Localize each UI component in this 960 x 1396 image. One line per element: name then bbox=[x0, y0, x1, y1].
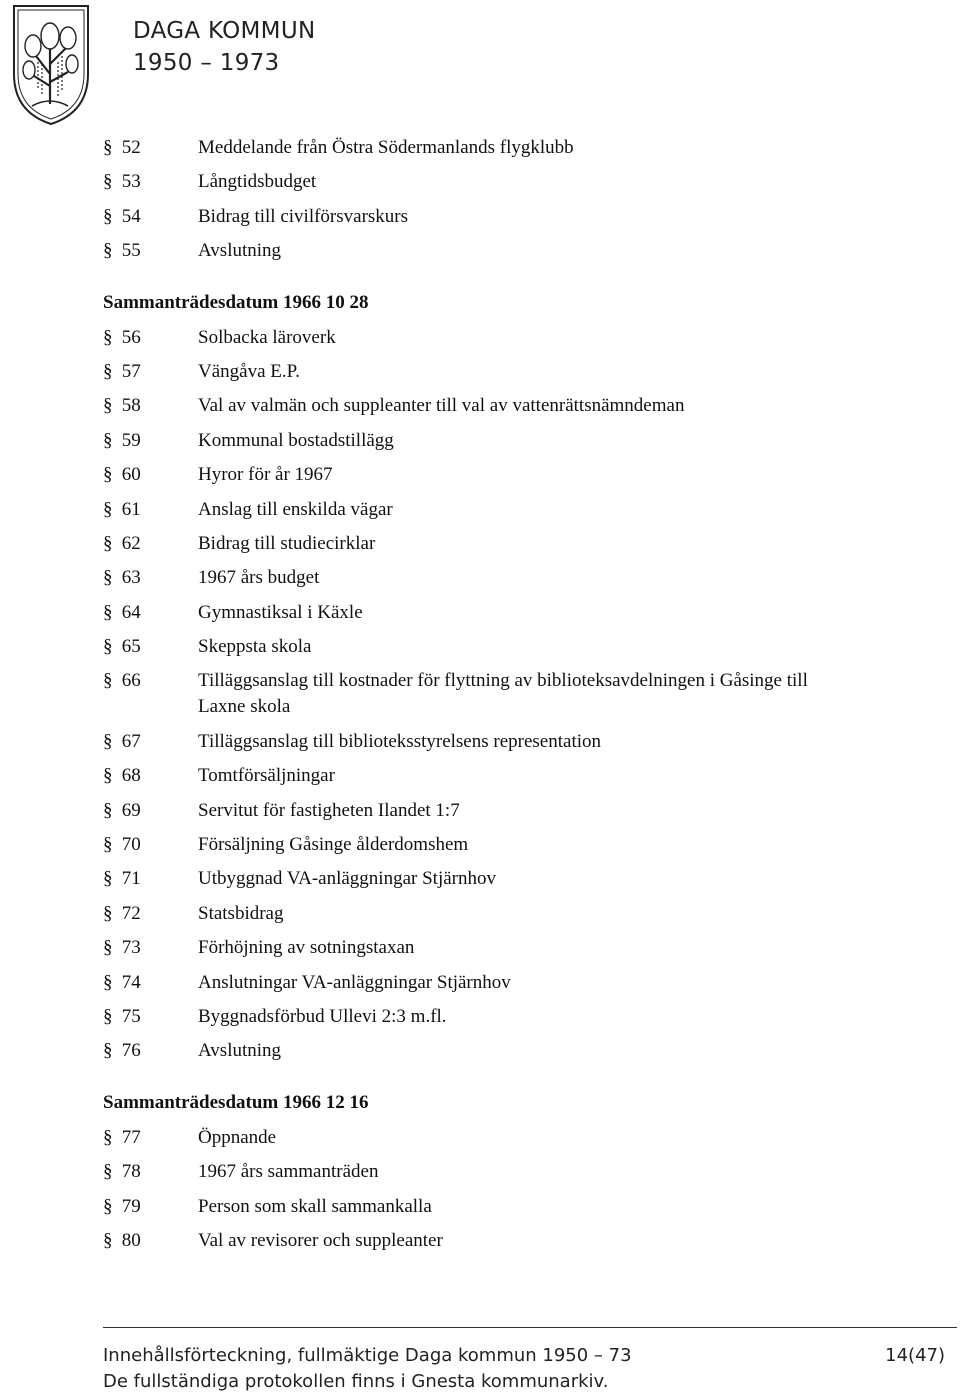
item-title-text: 1967 års sammanträden bbox=[198, 1161, 379, 1183]
footer-title: Innehållsförteckning, fullmäktige Daga kommun 1950 – 73 bbox=[103, 1345, 632, 1366]
section-num: 72 bbox=[121, 902, 141, 924]
list-item bbox=[103, 763, 883, 789]
section-symbol: § bbox=[103, 1126, 113, 1148]
section-symbol: § bbox=[103, 971, 113, 993]
section-number bbox=[103, 169, 198, 195]
item-title bbox=[198, 1004, 883, 1030]
item-title bbox=[198, 497, 883, 523]
list-item bbox=[103, 1228, 883, 1254]
footer-divider bbox=[103, 1327, 957, 1328]
item-title bbox=[198, 763, 883, 789]
item-title-text: Bidrag till civilförsvarskurs bbox=[198, 205, 409, 227]
section-num: 74 bbox=[121, 971, 141, 993]
section-number bbox=[103, 1038, 198, 1064]
section-number bbox=[103, 497, 198, 523]
item-title-continuation: Laxne skola bbox=[198, 696, 291, 718]
list-item bbox=[103, 798, 883, 824]
section-symbol: § bbox=[103, 240, 113, 262]
item-title-text: Val av revisorer och suppleanter bbox=[198, 1229, 443, 1251]
section-symbol: § bbox=[103, 205, 113, 227]
item-title-text: 1967 års budget bbox=[198, 567, 320, 589]
item-title bbox=[198, 393, 883, 419]
section-number bbox=[103, 428, 198, 454]
section-number bbox=[103, 565, 198, 591]
list-item bbox=[103, 901, 883, 927]
section-num: 78 bbox=[121, 1161, 141, 1183]
list-item bbox=[103, 935, 883, 961]
section-symbol: § bbox=[103, 464, 113, 486]
section-number bbox=[103, 668, 198, 694]
item-title bbox=[198, 1038, 883, 1064]
section-number bbox=[103, 600, 198, 626]
item-title bbox=[198, 668, 883, 720]
item-title bbox=[198, 970, 883, 996]
list-item bbox=[103, 565, 883, 591]
item-title-text: Öppnande bbox=[198, 1126, 277, 1148]
item-title-text: Tilläggsanslag till biblioteksstyrelsens representation bbox=[198, 730, 601, 752]
meeting-date-heading: Sammanträdesdatum 1966 12 16 bbox=[103, 1092, 369, 1114]
item-title-text: Bidrag till studiecirklar bbox=[198, 532, 376, 554]
list-item bbox=[103, 238, 883, 264]
list-item bbox=[103, 325, 883, 351]
item-title-text: Solbacka läroverk bbox=[198, 326, 336, 348]
item-title-text: Statsbidrag bbox=[198, 902, 284, 924]
item-title bbox=[198, 428, 883, 454]
item-title-text: Tomtförsäljningar bbox=[198, 765, 335, 787]
section-num: 54 bbox=[121, 205, 141, 227]
list-item bbox=[103, 359, 883, 385]
section-symbol: § bbox=[103, 429, 113, 451]
section-symbol: § bbox=[103, 532, 113, 554]
list-item bbox=[103, 668, 883, 720]
section-num: 69 bbox=[121, 799, 141, 821]
section-number bbox=[103, 238, 198, 264]
section-symbol: § bbox=[103, 171, 113, 193]
section-number bbox=[103, 135, 198, 161]
item-title bbox=[198, 832, 883, 858]
section-symbol: § bbox=[103, 1040, 113, 1062]
section-num: 64 bbox=[121, 601, 141, 623]
table-of-contents bbox=[103, 135, 883, 1262]
list-item bbox=[103, 1159, 883, 1185]
section-number bbox=[103, 1004, 198, 1030]
list-item bbox=[103, 428, 883, 454]
section-num: 63 bbox=[121, 567, 141, 589]
section-number bbox=[103, 798, 198, 824]
item-title-text: Gymnastiksal i Käxle bbox=[198, 601, 363, 623]
municipal-crest-tree-icon bbox=[12, 4, 90, 126]
section-number bbox=[103, 935, 198, 961]
section-number bbox=[103, 462, 198, 488]
item-title-text: Avslutning bbox=[198, 1040, 282, 1062]
section-num: 73 bbox=[121, 937, 141, 959]
list-item bbox=[103, 970, 883, 996]
section-symbol: § bbox=[103, 1161, 113, 1183]
section-number bbox=[103, 531, 198, 557]
section-number bbox=[103, 901, 198, 927]
section-number bbox=[103, 634, 198, 660]
item-title bbox=[198, 204, 883, 230]
item-title-text: Avslutning bbox=[198, 240, 282, 262]
section-symbol: § bbox=[103, 834, 113, 856]
footer-note: De fullständiga protokollen finns i Gnesta kommunarkiv. bbox=[103, 1371, 609, 1392]
item-title bbox=[198, 1194, 883, 1220]
item-title bbox=[198, 169, 883, 195]
section-num: 59 bbox=[121, 429, 141, 451]
item-title-text: Val av valmän och suppleanter till val av vattenrättsnämndeman bbox=[198, 395, 685, 417]
item-title bbox=[198, 729, 883, 755]
list-item bbox=[103, 393, 883, 419]
list-item bbox=[103, 497, 883, 523]
section-symbol: § bbox=[103, 670, 113, 692]
section-num: 70 bbox=[121, 834, 141, 856]
section-symbol: § bbox=[103, 730, 113, 752]
section-symbol: § bbox=[103, 937, 113, 959]
item-title-text: Förhöjning av sotningstaxan bbox=[198, 937, 415, 959]
section-symbol: § bbox=[103, 902, 113, 924]
section-symbol: § bbox=[103, 326, 113, 348]
section-number bbox=[103, 1159, 198, 1185]
section-num: 57 bbox=[121, 360, 141, 382]
item-title-text: Tilläggsanslag till kostnader för flyttning av biblioteksavdelningen i Gåsinge till bbox=[198, 670, 808, 692]
item-title-text: Person som skall sammankalla bbox=[198, 1195, 432, 1217]
item-title-text: Servitut för fastigheten Ilandet 1:7 bbox=[198, 799, 460, 821]
page-number: 14(47) bbox=[885, 1345, 945, 1366]
item-title-text: Försäljning Gåsinge ålderdomshem bbox=[198, 834, 469, 856]
section-symbol: § bbox=[103, 601, 113, 623]
section-symbol: § bbox=[103, 395, 113, 417]
item-title-text: Anslutningar VA-anläggningar Stjärnhov bbox=[198, 971, 511, 993]
item-title-text: Anslag till enskilda vägar bbox=[198, 498, 393, 520]
item-title-text: Kommunal bostadstillägg bbox=[198, 429, 394, 451]
section-number bbox=[103, 832, 198, 858]
section-num: 80 bbox=[121, 1229, 141, 1251]
org-name: DAGA KOMMUN bbox=[133, 18, 316, 44]
item-title bbox=[198, 1159, 883, 1185]
section-number bbox=[103, 970, 198, 996]
item-title bbox=[198, 325, 883, 351]
item-title bbox=[198, 901, 883, 927]
section-symbol: § bbox=[103, 868, 113, 890]
item-title bbox=[198, 238, 883, 264]
section-num: 68 bbox=[121, 765, 141, 787]
item-title bbox=[198, 634, 883, 660]
list-item bbox=[103, 634, 883, 660]
section-symbol: § bbox=[103, 137, 113, 158]
item-title bbox=[198, 866, 883, 892]
item-title bbox=[198, 359, 883, 385]
section-num: 56 bbox=[121, 326, 141, 348]
section-num: 58 bbox=[121, 395, 141, 417]
org-years: 1950 – 1973 bbox=[133, 50, 280, 76]
list-item bbox=[103, 1004, 883, 1030]
section-num: 67 bbox=[121, 730, 141, 752]
list-item bbox=[103, 462, 883, 488]
list-item bbox=[103, 1194, 883, 1220]
section-number bbox=[103, 866, 198, 892]
list-item bbox=[103, 531, 883, 557]
item-title-text: Utbyggnad VA-anläggningar Stjärnhov bbox=[198, 868, 496, 890]
list-item bbox=[103, 600, 883, 626]
section-symbol: § bbox=[103, 1005, 113, 1027]
section-num: 62 bbox=[121, 532, 141, 554]
section-number bbox=[103, 204, 198, 230]
section-num: 79 bbox=[121, 1195, 141, 1217]
list-item bbox=[103, 1125, 883, 1151]
item-title-text: Skeppsta skola bbox=[198, 636, 312, 658]
list-item bbox=[103, 204, 883, 230]
list-item bbox=[103, 729, 883, 755]
section-symbol: § bbox=[103, 567, 113, 589]
section-number bbox=[103, 1228, 198, 1254]
section-num: 66 bbox=[121, 670, 141, 692]
item-title-text: Långtidsbudget bbox=[198, 171, 317, 193]
item-title bbox=[198, 1125, 883, 1151]
section-num: 75 bbox=[121, 1005, 141, 1027]
section-number bbox=[103, 763, 198, 789]
meeting-date-heading: Sammanträdesdatum 1966 10 28 bbox=[103, 292, 369, 314]
list-item bbox=[103, 832, 883, 858]
item-title-text: Hyror för år 1967 bbox=[198, 464, 333, 486]
section-symbol: § bbox=[103, 765, 113, 787]
item-title bbox=[198, 135, 883, 161]
item-title-text: Byggnadsförbud Ullevi 2:3 m.fl. bbox=[198, 1005, 447, 1027]
section-number bbox=[103, 1125, 198, 1151]
item-title bbox=[198, 798, 883, 824]
item-title bbox=[198, 531, 883, 557]
item-title bbox=[198, 935, 883, 961]
item-title-text: Vängåva E.P. bbox=[198, 360, 300, 382]
section-number bbox=[103, 359, 198, 385]
page-header bbox=[0, 0, 960, 130]
item-title bbox=[198, 600, 883, 626]
list-item bbox=[103, 135, 883, 161]
item-title-text: Meddelande från Östra Södermanlands flygklubb bbox=[198, 137, 574, 158]
section-symbol: § bbox=[103, 636, 113, 658]
section-num: 52 bbox=[121, 137, 141, 158]
list-item bbox=[103, 1038, 883, 1064]
section-num: 60 bbox=[121, 464, 141, 486]
section-number bbox=[103, 1194, 198, 1220]
section-symbol: § bbox=[103, 1229, 113, 1251]
section-num: 53 bbox=[121, 171, 141, 193]
item-title bbox=[198, 565, 883, 591]
section-num: 55 bbox=[121, 240, 141, 262]
item-title bbox=[198, 1228, 883, 1254]
section-symbol: § bbox=[103, 1195, 113, 1217]
section-number bbox=[103, 325, 198, 351]
list-item bbox=[103, 866, 883, 892]
section-num: 76 bbox=[121, 1040, 141, 1062]
section-symbol: § bbox=[103, 799, 113, 821]
section-symbol: § bbox=[103, 498, 113, 520]
section-num: 65 bbox=[121, 636, 141, 658]
list-item bbox=[103, 169, 883, 195]
item-title bbox=[198, 462, 883, 488]
section-number bbox=[103, 393, 198, 419]
section-number bbox=[103, 729, 198, 755]
section-num: 61 bbox=[121, 498, 141, 520]
section-num: 77 bbox=[121, 1126, 141, 1148]
section-num: 71 bbox=[121, 868, 141, 890]
section-symbol: § bbox=[103, 360, 113, 382]
